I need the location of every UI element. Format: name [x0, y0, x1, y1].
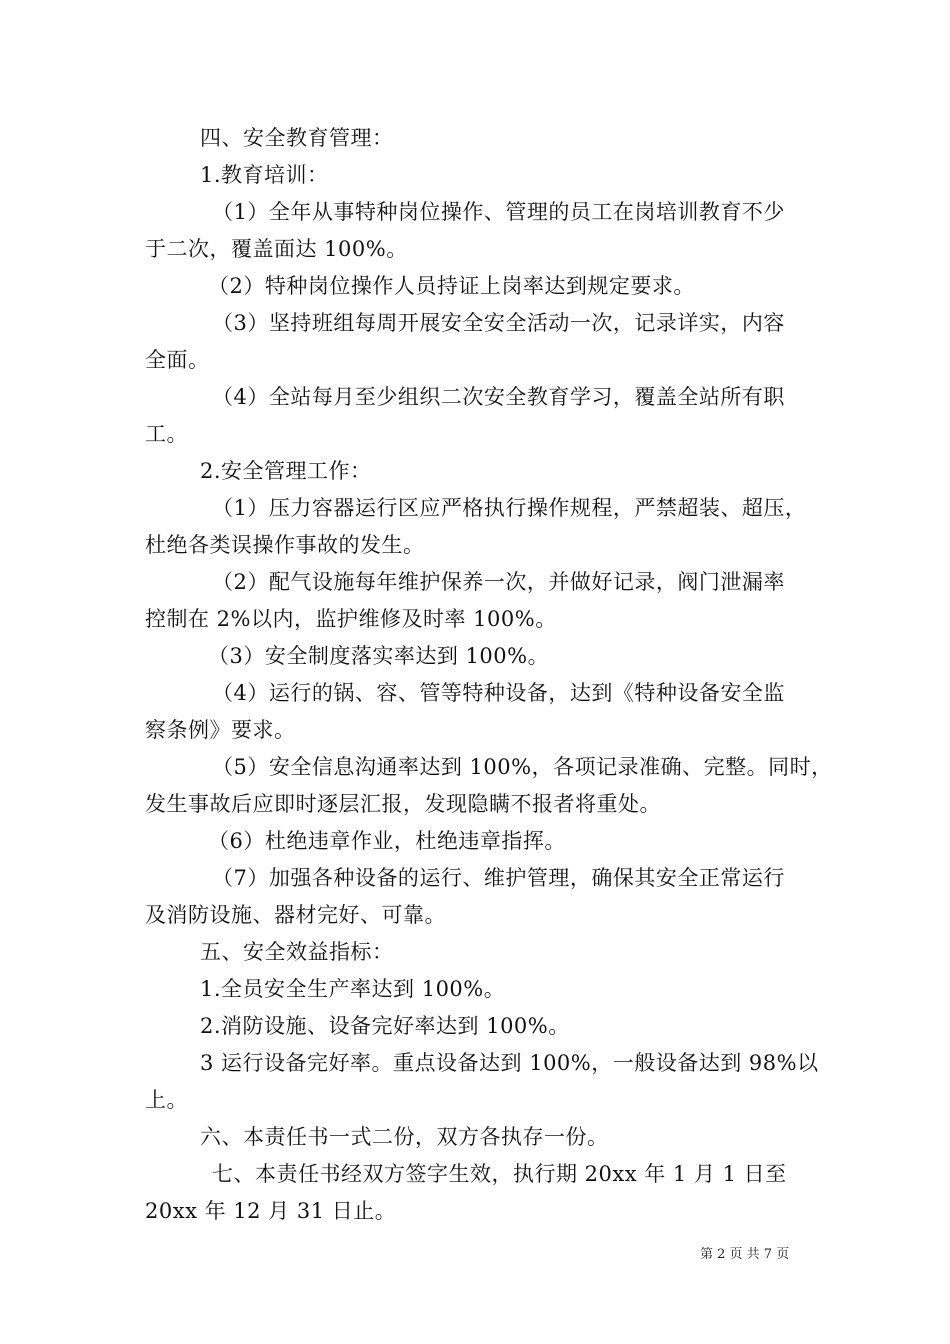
paragraph-line: （5）安全信息沟通率达到 100%，各项记录准确、完整。同时， [212, 755, 833, 779]
paragraph-line: 控制在 2%以内，监护维修及时率 100%。 [145, 607, 557, 631]
section-heading-4: 四、安全教育管理： [200, 126, 394, 150]
page-number-footer: 第 2 页 共 7 页 [700, 1247, 790, 1262]
paragraph-line: 2.消防设施、设备完好率达到 100%。 [200, 1014, 570, 1038]
paragraph-line: 发生事故后应即时逐层汇报，发现隐瞒不报者将重处。 [145, 792, 661, 816]
paragraph-line: 及消防设施、器材完好、可靠。 [145, 903, 446, 927]
paragraph-line: 20xx 年 12 月 31 日止。 [145, 1199, 397, 1223]
document-body [145, 120, 833, 1230]
paragraph-line: 工。 [145, 422, 188, 446]
paragraph-line: （4）运行的锅、容、管等特种设备，达到《特种设备安全监 [212, 681, 785, 705]
section-heading-6: 六、本责任书一式二份，双方各执存一份。 [200, 1125, 609, 1149]
paragraph-line: 1.全员安全生产率达到 100%。 [200, 977, 506, 1001]
paragraph-line: 3 运行设备完好率。重点设备达到 100%，一般设备达到 98%以 [200, 1051, 819, 1075]
paragraph-line: （2）特种岗位操作人员持证上岗率达到规定要求。 [208, 274, 695, 298]
section-heading-5: 五、安全效益指标： [200, 940, 394, 964]
subsection-heading-education: 1.教育培训： [200, 163, 329, 187]
paragraph-line: 杜绝各类误操作事故的发生。 [145, 533, 425, 557]
paragraph-line: （3）坚持班组每周开展安全安全活动一次，记录详实，内容 [212, 311, 785, 335]
paragraph-line: （2）配气设施每年维护保养一次，并做好记录，阀门泄漏率 [212, 570, 785, 594]
paragraph-line: 全面。 [145, 348, 210, 372]
subsection-heading-management: 2.安全管理工作： [200, 459, 372, 483]
paragraph-line: （3）安全制度落实率达到 100%。 [208, 644, 550, 668]
paragraph-line: （7）加强各种设备的运行、维护管理，确保其安全正常运行 [212, 866, 785, 890]
paragraph-line: （4）全站每月至少组织二次安全教育学习，覆盖全站所有职 [212, 385, 785, 409]
paragraph-line: （1）全年从事特种岗位操作、管理的员工在岗培训教育不少 [212, 200, 785, 224]
paragraph-line: 于二次，覆盖面达 100%。 [145, 237, 408, 261]
section-heading-7: 七、本责任书经双方签字生效，执行期 20xx 年 1 月 1 日至 [212, 1162, 787, 1186]
paragraph-line: （1）压力容器运行区应严格执行操作规程，严禁超装、超压， [212, 496, 807, 520]
paragraph-line: （6）杜绝违章作业，杜绝违章指挥。 [208, 829, 566, 853]
paragraph-line: 察条例》要求。 [145, 718, 296, 742]
paragraph-line: 上。 [145, 1088, 188, 1112]
